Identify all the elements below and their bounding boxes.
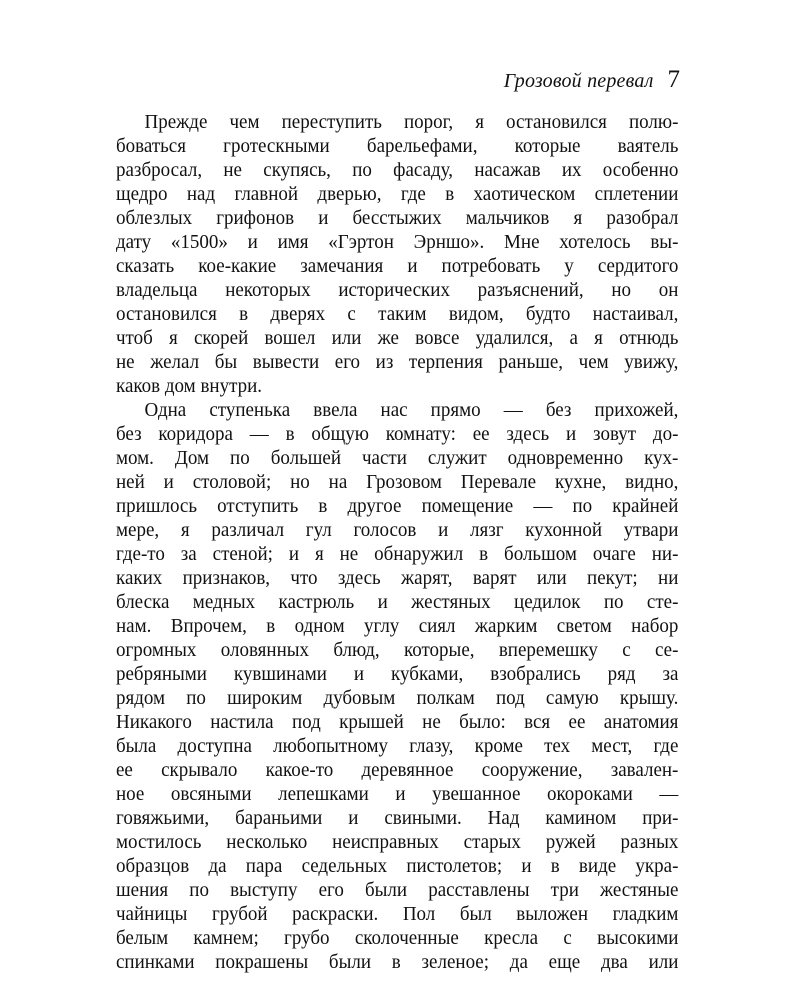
text-line: щедро над главной дверью, где в хаотическом сплетении <box>116 183 679 205</box>
text-line: остановился в дверях с таким видом, будто настаивал, <box>116 303 679 325</box>
text-line: ней и столовой; но на Грозовом Перевале кухне, видно, <box>116 471 679 493</box>
text-line: где-то за стеной; и я не обнаружил в большом очаге ни- <box>116 543 679 565</box>
text-line: владельца некоторых исторических разъяснений, но он <box>116 279 679 301</box>
text-line: не желал бы вывести его из терпения раньше, чем увижу, <box>116 351 679 373</box>
paragraph <box>116 110 679 398</box>
text-line: Прежде чем переступить порог, я остановился полю- <box>144 111 679 133</box>
text-line: сказать кое-какие замечания и потребовать у сердитого <box>116 255 679 277</box>
text-line: чтоб я скорей вошел или же вовсе удалился, а я отнюдь <box>116 327 679 349</box>
text-line: ребряными кувшинами и кубками, взобрались ряд за <box>116 663 679 685</box>
text-line: Одна ступенька ввела нас прямо — без прихожей, <box>144 399 679 421</box>
body-text <box>116 110 679 974</box>
text-line: блеска медных кастрюль и жестяных цедилок по сте- <box>116 591 679 613</box>
text-line: каков дом внутри. <box>116 375 263 397</box>
text-line: ное овсяными лепешками и увешанное окороками — <box>116 783 679 805</box>
text-line: была доступна любопытному глазу, кроме тех мест, где <box>116 735 679 757</box>
text-line: мом. Дом по большей части служит одновременно кух- <box>116 447 679 469</box>
text-line: шения по выступу его были расставлены три жестяные <box>116 879 679 901</box>
text-line: боваться гротескными барельефами, которые ваятель <box>116 135 679 157</box>
text-line: белым камнем; грубо сколоченные кресла с высокими <box>116 927 679 949</box>
text-line: мостилось несколько неисправных старых ружей разных <box>116 831 679 853</box>
text-line: образцов да пара седельных пистолетов; и в виде укра- <box>116 855 679 877</box>
text-line: без коридора — в общую комнату: ее здесь и зовут до- <box>116 423 679 445</box>
text-line: Никакого настила под крышей не было: вся ее анатомия <box>116 711 679 733</box>
text-line: ее скрывало какое-то деревянное сооружение, завален- <box>116 759 679 781</box>
text-line: огромных оловянных блюд, которые, вперемешку с се- <box>116 639 679 661</box>
running-head <box>112 66 680 100</box>
text-line: дату «1500» и имя «Гэртон Эрншо». Мне хотелось вы- <box>116 231 679 253</box>
text-line: каких признаков, что здесь жарят, варят или пекут; ни <box>116 567 679 589</box>
text-line: говяжьими, бараньими и свиными. Над камином при- <box>116 807 679 829</box>
text-line: чайницы грубой раскраски. Пол был выложен гладким <box>116 903 679 925</box>
text-line: облезлых грифонов и бесстыжих мальчиков я разобрал <box>116 207 679 229</box>
running-title: Грозовой перевал <box>503 70 654 92</box>
text-line: нам. Впрочем, в одном углу сиял жарким светом набор <box>116 615 679 637</box>
page-number: 7 <box>667 66 680 93</box>
paragraph <box>116 398 679 974</box>
text-line: разбросал, не скупясь, по фасаду, насажав их особенно <box>116 159 679 181</box>
text-line: пришлось отступить в другое помещение — по крайней <box>116 495 679 517</box>
text-line: мере, я различал гул голосов и лязг кухонной утвари <box>116 519 679 541</box>
text-line: рядом по широким дубовым полкам под самую крышу. <box>116 687 679 709</box>
text-line: спинками покрашены были в зеленое; да еще два или <box>116 951 679 973</box>
